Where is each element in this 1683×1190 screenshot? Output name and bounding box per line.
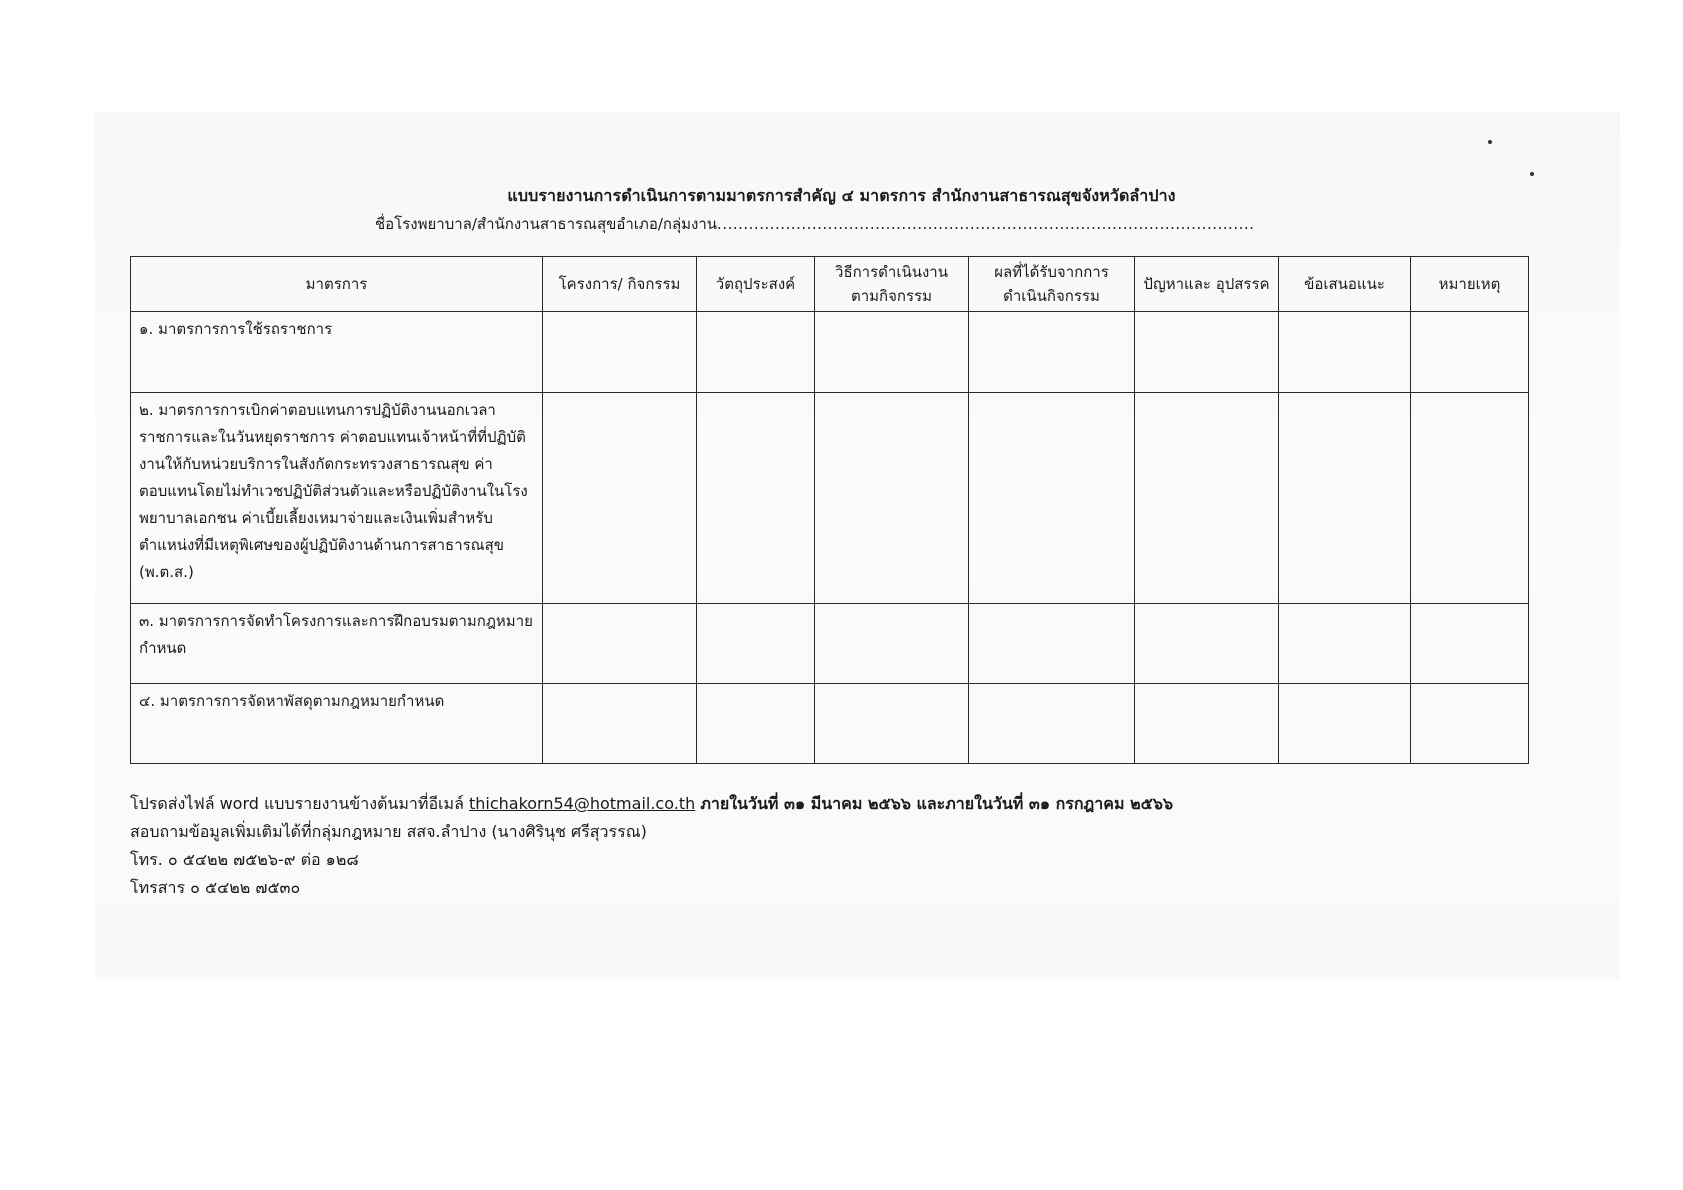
empty-cell: [1411, 393, 1529, 604]
organization-name-line: [375, 212, 1254, 236]
empty-cell: [697, 604, 815, 684]
table-row: [131, 684, 1529, 764]
empty-cell: [815, 393, 969, 604]
table-row: [131, 312, 1529, 393]
empty-cell: [969, 684, 1135, 764]
empty-cell: [1411, 312, 1529, 393]
empty-cell: [697, 393, 815, 604]
instructions-block: [130, 790, 1173, 902]
empty-cell: [543, 604, 697, 684]
empty-cell: [969, 393, 1135, 604]
header-measure: มาตรการ: [131, 257, 543, 312]
empty-cell: [1279, 604, 1411, 684]
table-header-row: [131, 257, 1529, 312]
empty-cell: [1279, 684, 1411, 764]
fax-number: โทรสาร ๐ ๕๔๒๒ ๗๕๓๐: [130, 878, 301, 897]
scan-speck: [1488, 140, 1492, 144]
organization-name-label: ชื่อโรงพยาบาล/สำนักงานสาธารณสุขอำเภอ/กลุ่มงาน: [375, 215, 718, 233]
measure-cell: ๒. มาตรการการเบิกค่าตอบแทนการปฏิบัติงานนอกเวลาราชการและในวันหยุดราชการ ค่าตอบแทนเจ้าหน้าที่ที่ปฏิบัติงานให้กับหน่วยบริการในสังกัดกระทรวงสาธารณสุข ค่าตอบแทนโดยไม่ทำเวชปฏิบัติส่วนตัวและหรือปฏิบัติงานในโรงพยาบาลเอกชน ค่าเบี้ยเลี้ยงเหมาจ่ายและเงินเพิ่มสำหรับตำแหน่งที่มีเหตุพิเศษของผู้ปฏิบัติงานด้านการสาธารณสุข (พ.ต.ส.): [131, 393, 543, 604]
empty-cell: [815, 312, 969, 393]
empty-cell: [697, 684, 815, 764]
fill-in-dotted-line: ......................................................................................................: [717, 215, 1255, 233]
header-results: ผลที่ได้รับจากการ ดำเนินกิจกรรม: [969, 257, 1135, 312]
empty-cell: [969, 604, 1135, 684]
measure-cell: ๓. มาตรการการจัดทำโครงการและการฝึกอบรมตามกฎหมายกำหนด: [131, 604, 543, 684]
empty-cell: [815, 684, 969, 764]
empty-cell: [815, 604, 969, 684]
contact-info: สอบถามข้อมูลเพิ่มเติมได้ที่กลุ่มกฎหมาย สสจ.ลำปาง (นางศิรินุช ศรีสุวรรณ): [130, 822, 647, 841]
table-row: [131, 604, 1529, 684]
table-row: [131, 393, 1529, 604]
empty-cell: [1411, 604, 1529, 684]
header-problems: ปัญหาและ อุปสรรค: [1135, 257, 1279, 312]
measure-cell: ๔. มาตรการการจัดหาพัสดุตามกฎหมายกำหนด: [131, 684, 543, 764]
measure-cell: ๑. มาตรการการใช้รถราชการ: [131, 312, 543, 393]
empty-cell: [1135, 684, 1279, 764]
empty-cell: [969, 312, 1135, 393]
header-project-activity: โครงการ/ กิจกรรม: [543, 257, 697, 312]
submission-deadline: ภายในวันที่ ๓๑ มีนาคม ๒๕๖๖ และภายในวันที่ ๓๑ กรกฎาคม ๒๕๖๖: [700, 794, 1174, 813]
header-suggestions: ข้อเสนอแนะ: [1279, 257, 1411, 312]
empty-cell: [1135, 312, 1279, 393]
scan-speck: [1530, 172, 1534, 176]
empty-cell: [1135, 604, 1279, 684]
submission-instruction: [130, 790, 1173, 818]
email-link[interactable]: thichakorn54@hotmail.co.th: [468, 794, 696, 813]
phone-number: โทร. ๐ ๕๔๒๒ ๗๕๒๖-๙ ต่อ ๑๒๘: [130, 850, 359, 869]
header-remarks: หมายเหตุ: [1411, 257, 1529, 312]
header-objective: วัตถุประสงค์: [697, 257, 815, 312]
submission-text: โปรดส่งไฟล์ word แบบรายงานข้างต้นมาที่อีเมล์: [130, 794, 464, 813]
empty-cell: [543, 393, 697, 604]
header-method: วิธีการดำเนินงาน ตามกิจกรรม: [815, 257, 969, 312]
empty-cell: [1135, 393, 1279, 604]
empty-cell: [697, 312, 815, 393]
empty-cell: [543, 312, 697, 393]
report-table: [130, 256, 1529, 764]
document-title: แบบรายงานการดำเนินการตามมาตรการสำคัญ ๔ มาตรการ สำนักงานสาธารณสุขจังหวัดลำปาง: [507, 186, 1176, 205]
empty-cell: [1279, 393, 1411, 604]
empty-cell: [543, 684, 697, 764]
empty-cell: [1279, 312, 1411, 393]
empty-cell: [1411, 684, 1529, 764]
